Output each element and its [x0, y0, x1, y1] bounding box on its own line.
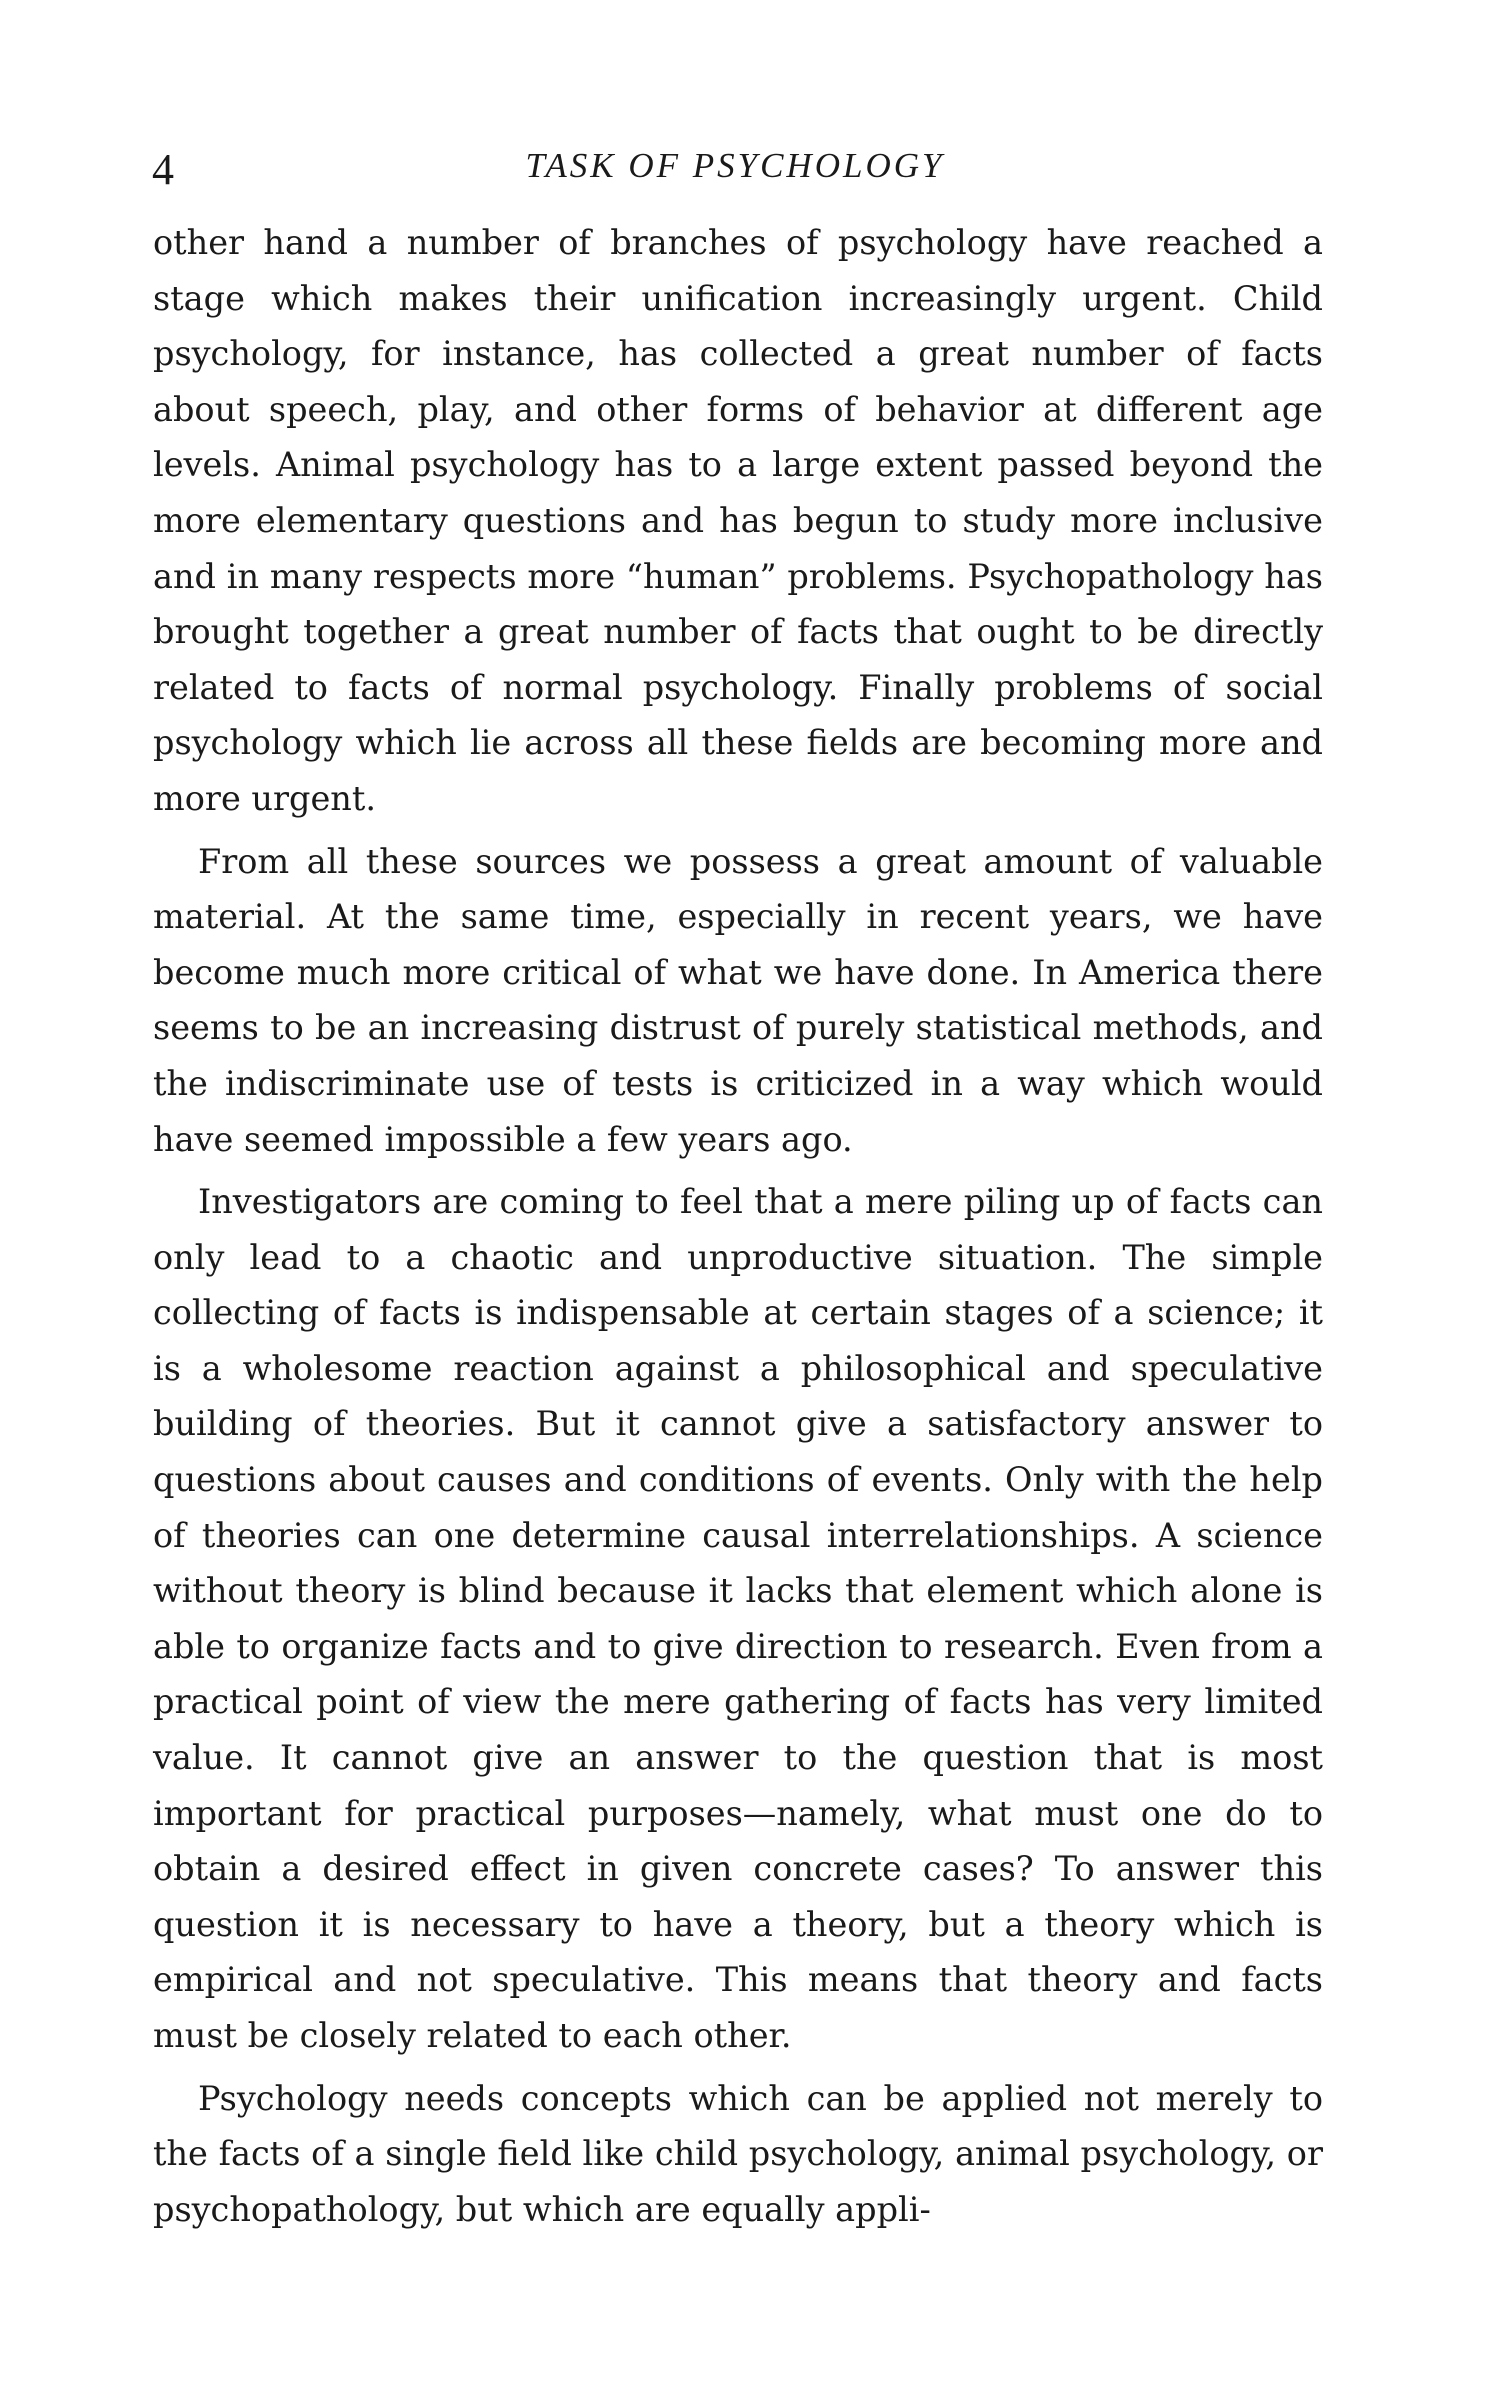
paragraph: From all these sources we possess a great amount of valuable material. At the same time, especially in recent years, we have become much more critical of what we have done. In America there seems to be an increasing distrust of purely statistical methods, and the indiscriminate use of tests is criticized in a way which would have seemed impossible a few years ago. — [153, 841, 1323, 1159]
paragraph: Psychology needs concepts which can be applied not merely to the facts of a single field like child psychology, animal psychology, or psychopathology, but which are equally appli- — [153, 2078, 1323, 2229]
paragraph-continued: other hand a number of branches of psychology have reached a stage which makes their unification increasingly urgent. Child psychology, for instance, has collected a great number of facts about speech, play, and other forms of behavior at different age levels. Animal psychology has to a large extent passed beyond the more elementary questions and has begun to study more inclusive and in many respects more “human” problems. Psychopathology has brought together a great number of facts that ought to be directly related to facts of normal psychology. Finally problems of social psychology which lie across all these fields are becoming more and more urgent. — [153, 223, 1323, 818]
running-title: TASK OF PSYCHOLOGY — [525, 146, 945, 185]
body-text — [153, 215, 1323, 2244]
page-number: 4 — [152, 145, 174, 194]
paragraph: Investigators are coming to feel that a mere piling up of facts can only lead to a chaotic and unproductive situation. The simple collecting of facts is indispensable at certain stages of a science; it is a wholesome reaction against a philosophical and speculative building of theories. But it cannot give a satisfactory answer to questions about causes and conditions of events. Only with the help of theories can one determine causal interrelationships. A science without theory is blind because it lacks that element which alone is able to organize facts and to give direction to research. Even from a practical point of view the mere gathering of facts has very limited value. It cannot give an answer to the question that is most important for practical purposes—namely, what must one do to obtain a desired effect in given concrete cases? To answer this question it is necessary to have a theory, but a theory which is empirical and not speculative. This means that theory and facts must be closely related to each other. — [153, 1182, 1323, 2055]
running-head — [150, 140, 1320, 200]
